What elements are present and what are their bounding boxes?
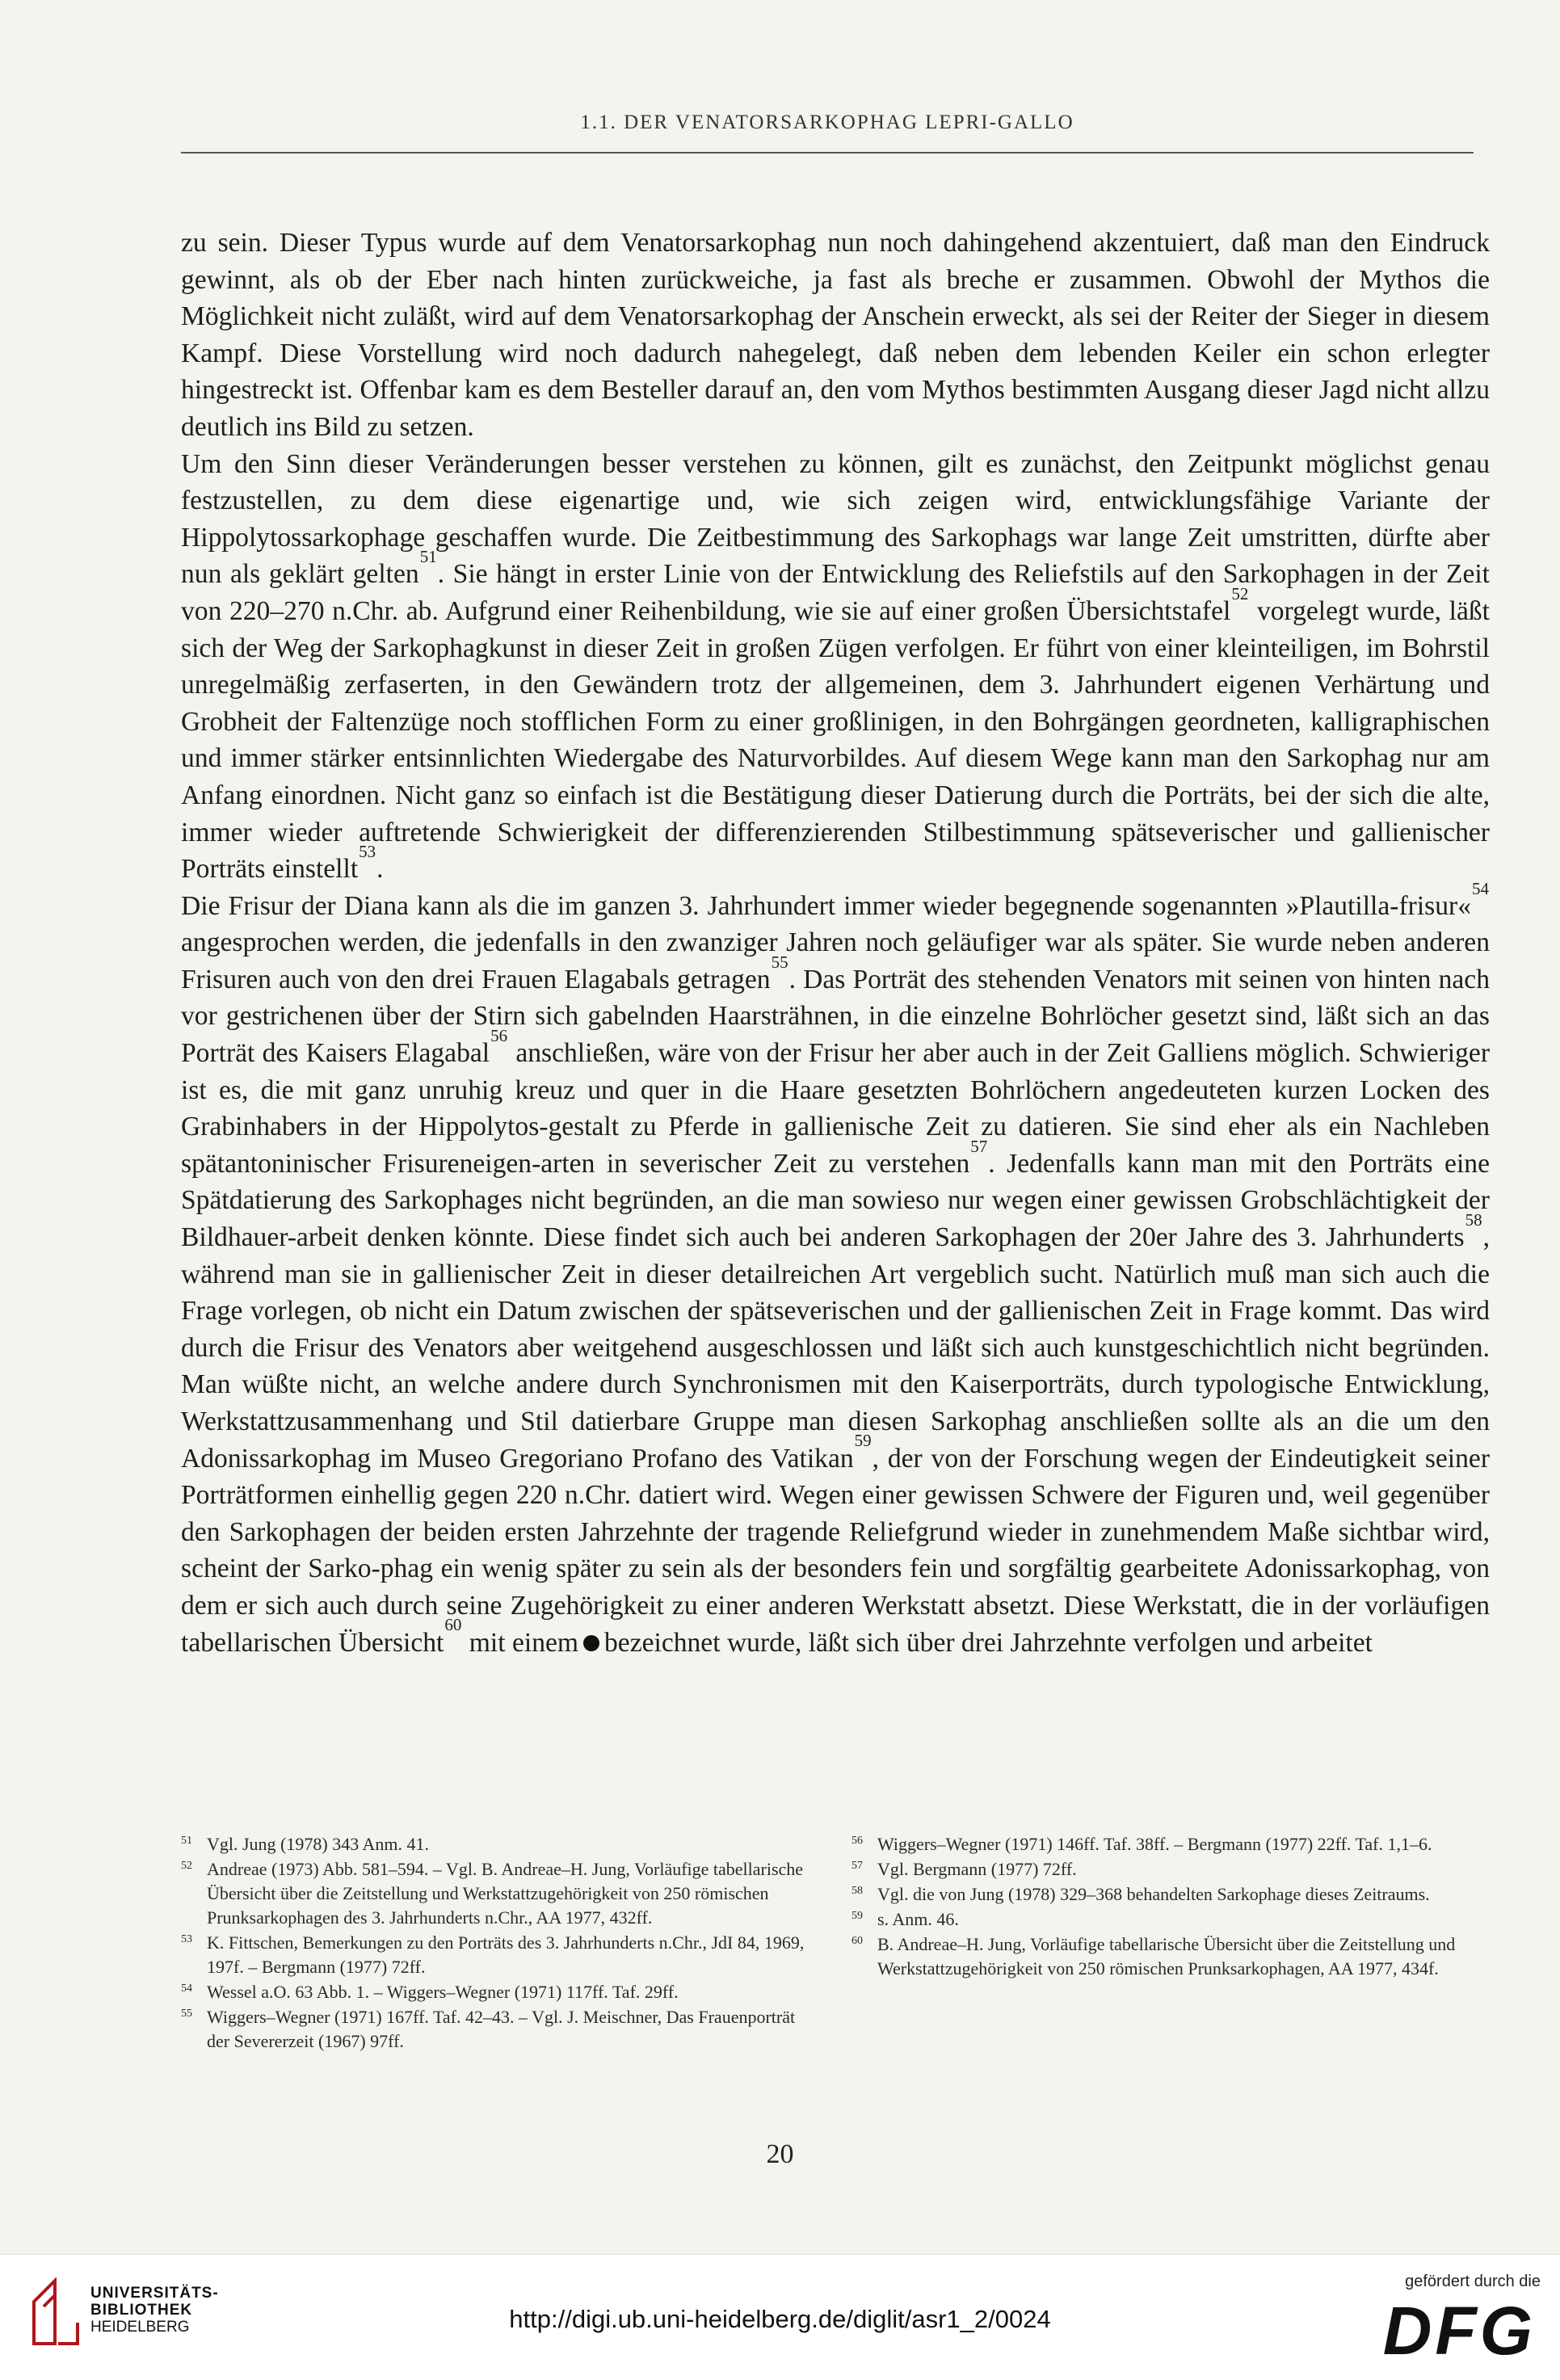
dfg-logo: DFG bbox=[1382, 2293, 1536, 2369]
funding-label: gefördert durch die bbox=[1405, 2273, 1541, 2290]
header-rule bbox=[181, 152, 1474, 153]
footnote-number: 52 bbox=[181, 1860, 192, 1872]
footnote bbox=[851, 1932, 1490, 1981]
footnote bbox=[851, 1832, 1490, 1856]
footnote bbox=[181, 1980, 811, 2004]
text-run: . Sie hängt in erster Linie von der Entwicklung des Reliefstils auf den Sarkophagen in der Zeit von 220–270 n.Chr. ab. Aufgrund einer Reihenbildung, wie sie auf einer großen Übersichtstafel bbox=[181, 559, 1491, 626]
footnote-ref-60[interactable]: 60 bbox=[444, 1615, 462, 1635]
footnote bbox=[181, 1931, 811, 1979]
footnote-text: Wessel a.O. 63 Abb. 1. – Wiggers–Wegner (1971) 117ff. Taf. 29ff. bbox=[207, 1982, 679, 2002]
filled-circle-icon bbox=[583, 1635, 599, 1651]
footnote-number: 56 bbox=[851, 1835, 863, 1847]
source-url-link[interactable]: http://digi.ub.uni-heidelberg.de/diglit/asr1_2/0024 bbox=[509, 2305, 1051, 2333]
footnote-ref-52[interactable]: 52 bbox=[1231, 583, 1249, 603]
text-run: , der von der Forschung wegen der Eindeutigkeit seiner Porträtformen einhellig gegen 220 n.Chr. datiert wird. Wegen einer gewissen Schwere der Figuren und, weil gegenüber den Sarkophagen der beiden ersten Jahrzehnte der tragende Reliefgrund wieder in zunehmendem Maße sichtbar wird, scheint der Sarko-phag ein wenig später zu sein als der besonders fein und sorgfältig gearbeitete Adonissarkophag, von dem er sich auch durch seine Zugehörigkeit zu einer anderen Werkstatt absetzt. Diese Werkstatt, die in der vorläufigen tabellarischen Übersicht bbox=[181, 1443, 1490, 1658]
footnote-ref-59[interactable]: 59 bbox=[854, 1431, 872, 1451]
footnote-number: 51 bbox=[181, 1835, 192, 1847]
body-text bbox=[181, 225, 1490, 1661]
footnote bbox=[851, 1857, 1490, 1882]
footnote-ref-56[interactable]: 56 bbox=[490, 1025, 508, 1045]
footnote-text: B. Andreae–H. Jung, Vorläufige tabellarische Übersicht über die Zeitstellung und Werkstattzugehörigkeit von 250 römischen Prunksarkophagen, AA 1977, 434f. bbox=[877, 1934, 1456, 1978]
footnote-ref-54[interactable]: 54 bbox=[1472, 878, 1489, 898]
text-run: . Das Porträt des stehenden Venators mit seinen von hinten nach vor gestrichenen über der Stirn sich gabelnden Haarsträhnen, in die einzelne Bohrlöcher gesetzt sind, läßt sich an das Porträt des Kaisers Elagabal bbox=[181, 964, 1490, 1069]
footnote-text: s. Anm. 46. bbox=[877, 1909, 959, 1929]
footnote bbox=[851, 1907, 1490, 1932]
footnote-text: Wiggers–Wegner (1971) 167ff. Taf. 42–43. – Vgl. J. Meischner, Das Frauenporträt der Severerzeit (1967) 97ff. bbox=[207, 2007, 796, 2051]
footnote-ref-57[interactable]: 57 bbox=[970, 1136, 988, 1156]
text-run: Die Frisur der Diana kann als die im ganzen 3. Jahrhundert immer wieder begegnende sogenannten »Plautilla-frisur« bbox=[181, 890, 1471, 921]
footnote bbox=[181, 1832, 811, 1856]
text-run: mit einem bbox=[462, 1627, 578, 1658]
footnote-text: Wiggers–Wegner (1971) 146ff. Taf. 38ff. – Bergmann (1977) 22ff. Taf. 1,1–6. bbox=[877, 1834, 1432, 1854]
footnote-number: 57 bbox=[851, 1860, 863, 1872]
footnote bbox=[181, 1857, 811, 1930]
text-run: . bbox=[376, 854, 384, 885]
footnote-number: 60 bbox=[851, 1935, 863, 1947]
footnote-number: 53 bbox=[181, 1933, 192, 1945]
footnote-text: Andreae (1973) Abb. 581–594. – Vgl. B. Andreae–H. Jung, Vorläufige tabellarische Übersicht über die Zeitstellung und Werkstattzugehörigkeit von 250 römischen Prunksarkophagen des 3. Jahrhunderts n.Chr., AA 1977, 432ff. bbox=[207, 1859, 804, 1928]
text-run: bezeichnet wurde, läßt sich über drei Jahrzehnte verfolgen und arbeitet bbox=[604, 1627, 1373, 1658]
text-run: angesprochen werden, die jedenfalls in den zwanziger Jahren noch geläufiger war als später. Sie wurde neben anderen Frisuren auch von den drei Frauen Elagabals getragen bbox=[181, 927, 1490, 994]
page-number: 20 bbox=[766, 2139, 794, 2169]
footnote-number: 59 bbox=[851, 1910, 863, 1922]
footnote-text: Vgl. die von Jung (1978) 329–368 behandelten Sarkophage dieses Zeitraums. bbox=[877, 1884, 1430, 1904]
footnote-text: K. Fittschen, Bemerkungen zu den Porträts des 3. Jahrhunderts n.Chr., JdI 84, 1969, 197f. – Bergmann (1977) 72ff. bbox=[207, 1932, 805, 1977]
library-line-3: HEIDELBERG bbox=[90, 2319, 190, 2336]
text-run: . Jedenfalls kann man mit den Porträts eine Spätdatierung des Sarkophages nicht begründen, an die man sowieso nur wegen einer gewissen Grobschlächtigkeit der Bildhauer-arbeit denken könnte. Diese findet sich auch bei anderen Sarkophagen der 20er Jahre des 3. Jahrhunderts bbox=[181, 1148, 1490, 1253]
paragraph-2 bbox=[181, 446, 1490, 888]
footnote-text: Vgl. Bergmann (1977) 72ff. bbox=[877, 1859, 1077, 1879]
text-run: anschließen, wäre von der Frisur her aber auch in der Zeit Galliens möglich. Schwieriger ist es, die mit ganz unruhig kreuz und quer in die Haare gesetzten Bohrlöchern angedeuteten kurzen Locken des Grabinhabers in der Hippolytos-gestalt zu Pferde in gallienische Zeit zu datieren. Sie sind eher als ein Nachleben spätantoninischer Frisureneigen-arten in severischer Zeit zu verstehen bbox=[181, 1038, 1490, 1179]
paragraph-3 bbox=[181, 878, 1490, 1661]
text-run: , während man sie in gallienischer Zeit in dieser detailreichen Art vergeblich sucht. Natürlich muß man sich auch die Frage vorlegen, ob nicht ein Datum zwischen der spätseverischen und der gallienischen Zeit in Frage kommt. Das wird durch die Frisur des Venators aber weitgehend ausgeschlossen und läßt sich auch kunstgeschichtlich nicht begründen. Man wüßte nicht, an welche andere durch Synchronismen mit den Kaiserporträts, durch typologische Entwicklung, Werkstattzusammenhang und Stil datierbare Gruppe man diesen Sarkophag anschließen sollte als an die um den Adonissarkophag im Museo Gregoriano Profano des Vatikan bbox=[181, 1222, 1490, 1474]
footnotes-right-column bbox=[851, 1832, 1490, 2054]
footnote-ref-58[interactable]: 58 bbox=[1465, 1209, 1482, 1230]
footnotes bbox=[181, 1832, 1490, 2054]
footnotes-left-column bbox=[181, 1832, 811, 2054]
text-run: vorgelegt wurde, läßt sich der Weg der Sarkophagkunst in dieser Zeit in großen Zügen verfolgen. Er führt von einer kleinteiligen, im Bohrstil unregelmäßig zerfaserten, in den Gewändern trotz der allgemeinen, dem 3. Jahrhundert eigenen Verhärtung und Grobheit der Faltenzüge noch stofflichen Form zu einer großlinigen, in den Bohrgängen geordneten, kalligraphischen und immer stärker entsinnlichten Wiedergabe des Naturvorbildes. Auf diesem Wege kann man den Sarkophag nur am Anfang einordnen. Nicht ganz so einfach ist die Bestätigung dieser Datierung durch die Porträts, bei der sich die alte, immer wieder auftretende Schwierigkeit der differenzierenden Stilbestimmung spätseverischer und gallienischer Porträts einstellt bbox=[181, 595, 1490, 885]
footnote-ref-51[interactable]: 51 bbox=[419, 547, 437, 567]
digitization-footer bbox=[0, 2254, 1560, 2380]
footnote bbox=[851, 1882, 1490, 1907]
footnote-ref-53[interactable]: 53 bbox=[359, 841, 376, 861]
footnote-ref-55[interactable]: 55 bbox=[771, 952, 788, 972]
running-head: 1.1. DER VENATORSARKOPHAG LEPRI-GALLO bbox=[580, 111, 1074, 133]
footnote bbox=[181, 2005, 811, 2054]
paragraph-1: zu sein. Dieser Typus wurde auf dem Venatorsarkophag nun noch dahingehend akzentuiert, daß man den Eindruck gewinnt, als ob der Eber nach hinten zurückweiche, ja fast als breche er zusammen. Obwohl der Mythos die Möglichkeit nicht zuläßt, wird auf dem Venatorsarkophag der Anschein erweckt, als sei der Reiter der Sieger in diesem Kampf. Diese Vorstellung wird noch dadurch nahegelegt, daß neben dem lebenden Keiler ein schon erlegter hingestreckt ist. Offenbar kam es dem Besteller darauf an, den vom Mythos bestimmten Ausgang dieser Jagd nicht allzu deutlich ins Bild zu setzen. bbox=[181, 228, 1490, 442]
footnote-text: Vgl. Jung (1978) 343 Anm. 41. bbox=[207, 1834, 429, 1854]
text-run: Um den Sinn dieser Veränderungen besser verstehen zu können, gilt es zunächst, den Zeitpunkt möglichst genau festzustellen, zu dem diese eigenartige und, wie sich zeigen wird, entwicklungsfähige Variante der Hippolytossarkophage geschaffen wurde. Die Zeitbestimmung des Sarkophags war lange Zeit umstritten, dürfte aber nun als geklärt gelten bbox=[181, 448, 1490, 590]
library-line-1: UNIVERSITÄTS- bbox=[90, 2285, 219, 2302]
footnote-number: 58 bbox=[851, 1885, 863, 1897]
library-line-2: BIBLIOTHEK bbox=[90, 2302, 193, 2319]
footnote-number: 55 bbox=[181, 2008, 192, 2020]
footnote-number: 54 bbox=[181, 1983, 192, 1995]
